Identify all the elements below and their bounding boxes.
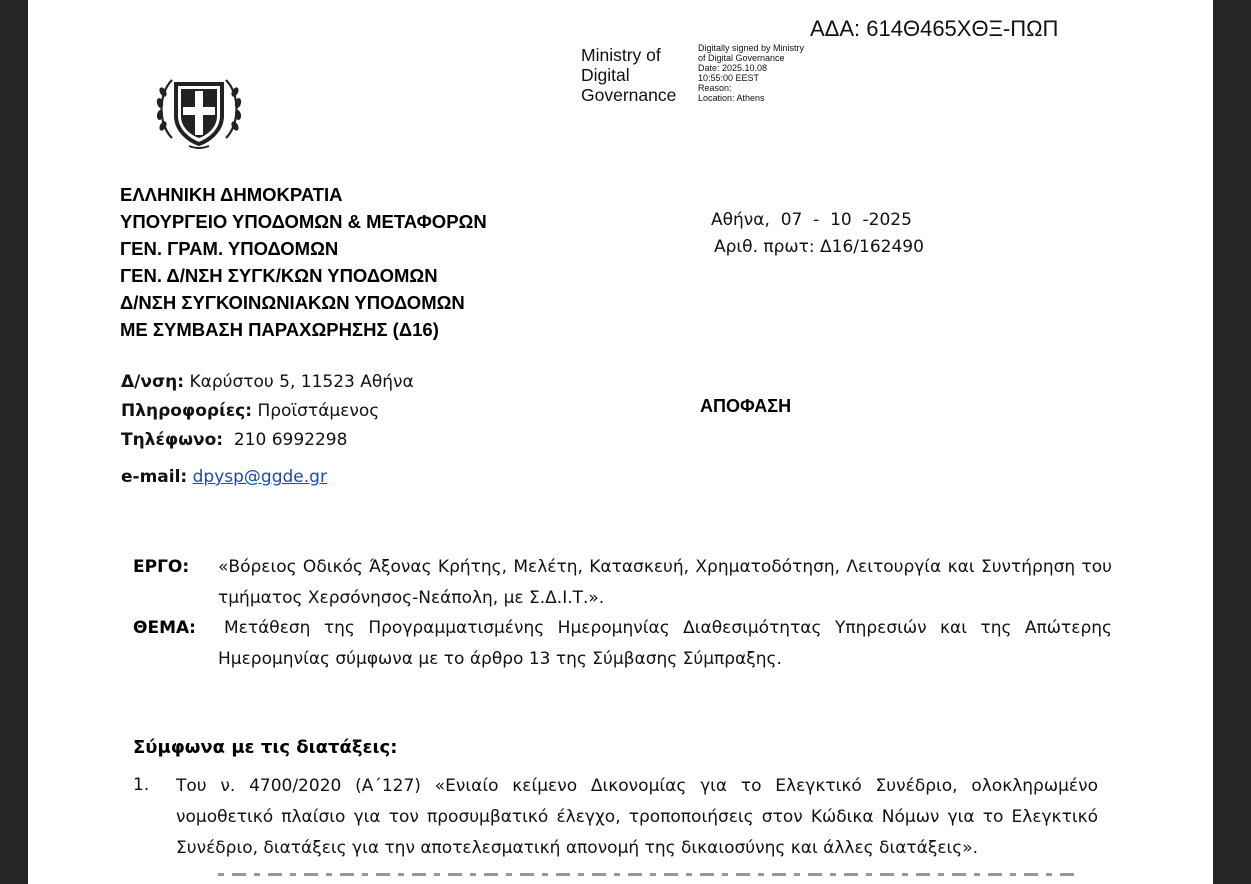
signature-ministry-line: Ministry of — [581, 45, 661, 65]
header-line: ΥΠΟΥΡΓΕΙΟ ΥΠΟΔΟΜΩΝ & ΜΕΤΑΦΟΡΩΝ — [120, 211, 487, 232]
signature-detail-line: of Digital Governance — [698, 52, 785, 63]
subject-description: Μετάθεση της Προγραμματισμένης Ημερομηνίας Διαθεσιμότητας Υπηρεσιών και της Απώτερης Ημερομηνίας σύμφωνα με το άρθρο 13 της Σύμβασης Σύμπραξης. — [218, 618, 1112, 669]
issuing-authority-header — [120, 181, 487, 343]
info-label: Πληροφορίες: — [121, 401, 253, 421]
address-label: Δ/νση: — [121, 372, 185, 392]
clipped-text-line — [218, 870, 1078, 876]
document-page — [28, 0, 1213, 884]
signature-ministry — [581, 45, 676, 105]
email-label: e-mail: — [121, 467, 188, 487]
ada-code: ΑΔΑ: 614Θ465ΧΘΞ-ΠΩΠ — [810, 16, 1059, 41]
digital-signature-details — [698, 44, 804, 103]
contact-block — [121, 368, 414, 492]
info-row — [121, 397, 414, 426]
header-line: ΜΕ ΣΥΜΒΑΣΗ ΠΑΡΑΧΩΡΗΣΗΣ (Δ16) — [120, 319, 439, 340]
phone-value: 210 6992298 — [223, 430, 348, 450]
date-protocol-block — [711, 207, 924, 261]
email-row — [121, 463, 414, 492]
decision-title: ΑΠΟΦΑΣΗ — [700, 396, 792, 416]
header-line: ΓΕΝ. Δ/ΝΣΗ ΣΥΓΚ/ΚΩΝ ΥΠΟΔΟΜΩΝ — [120, 265, 438, 286]
email-link[interactable]: dpysp@ggde.gr — [192, 467, 327, 487]
provisions-heading: Σύμφωνα με τις διατάξεις: — [133, 737, 398, 758]
signature-ministry-line: Governance — [581, 85, 677, 105]
address-value: Καρύστου 5, 11523 Αθήνα — [184, 372, 414, 392]
header-line: ΓΕΝ. ΓΡΑΜ. ΥΠΟΔΟΜΩΝ — [120, 238, 339, 259]
provision-text: Του ν. 4700/2020 (Α΄127) «Ενιαίο κείμενο Δικονομίας για το Ελεγκτικό Συνέδριο, ολοκληρωμένο νομοθετικό πλαίσιο για τον προσυμβατικό έλεγχο, τροποποιήσεις στον Κώδικα Νόμων για το Ελεγκτικό Συνέδριο, διατάξεις για την αποτελεσματική απονομή της δικαιοσύνης και άλλες διατάξεις». — [176, 776, 1098, 858]
signature-detail-line: Digitally signed by Ministry — [698, 43, 805, 53]
signature-detail-line: 10:55:00 EEST — [698, 72, 760, 83]
signature-detail-line: Location: Athens — [698, 92, 765, 103]
provision-number: 1. — [133, 775, 150, 795]
project-description: «Βόρειος Οδικός Άξονας Κρήτης, Μελέτη, Κατασκευή, Χρηματοδότηση, Λειτουργία και Συντήρηση του τμήματος Χερσόνησος-Νεάπολη, με Σ.Δ.Ι.Τ.». — [218, 557, 1112, 608]
info-value: Προϊστάμενος — [252, 401, 380, 421]
phone-row — [121, 426, 414, 455]
project-label: ΕΡΓΟ: — [133, 557, 190, 577]
document-date: Αθήνα, 07 - 10 -2025 — [711, 210, 912, 230]
greek-coat-of-arms-icon — [154, 70, 244, 150]
phone-label: Τηλέφωνο: — [121, 430, 224, 450]
signature-ministry-line: Digital — [581, 65, 630, 85]
header-line: Δ/ΝΣΗ ΣΥΓΚΟΙΝΩΝΙΑΚΩΝ ΥΠΟΔΟΜΩΝ — [120, 292, 465, 313]
signature-detail-line: Reason: — [698, 82, 732, 93]
signature-detail-line: Date: 2025.10.08 — [698, 62, 768, 73]
subject-label: ΘΕΜΑ: — [133, 618, 196, 638]
address-row — [121, 368, 414, 397]
protocol-number: Αριθ. πρωτ: Δ16/162490 — [714, 237, 924, 257]
header-line: ΕΛΛΗΝΙΚΗ ΔΗΜΟΚΡΑΤΙΑ — [120, 184, 343, 205]
